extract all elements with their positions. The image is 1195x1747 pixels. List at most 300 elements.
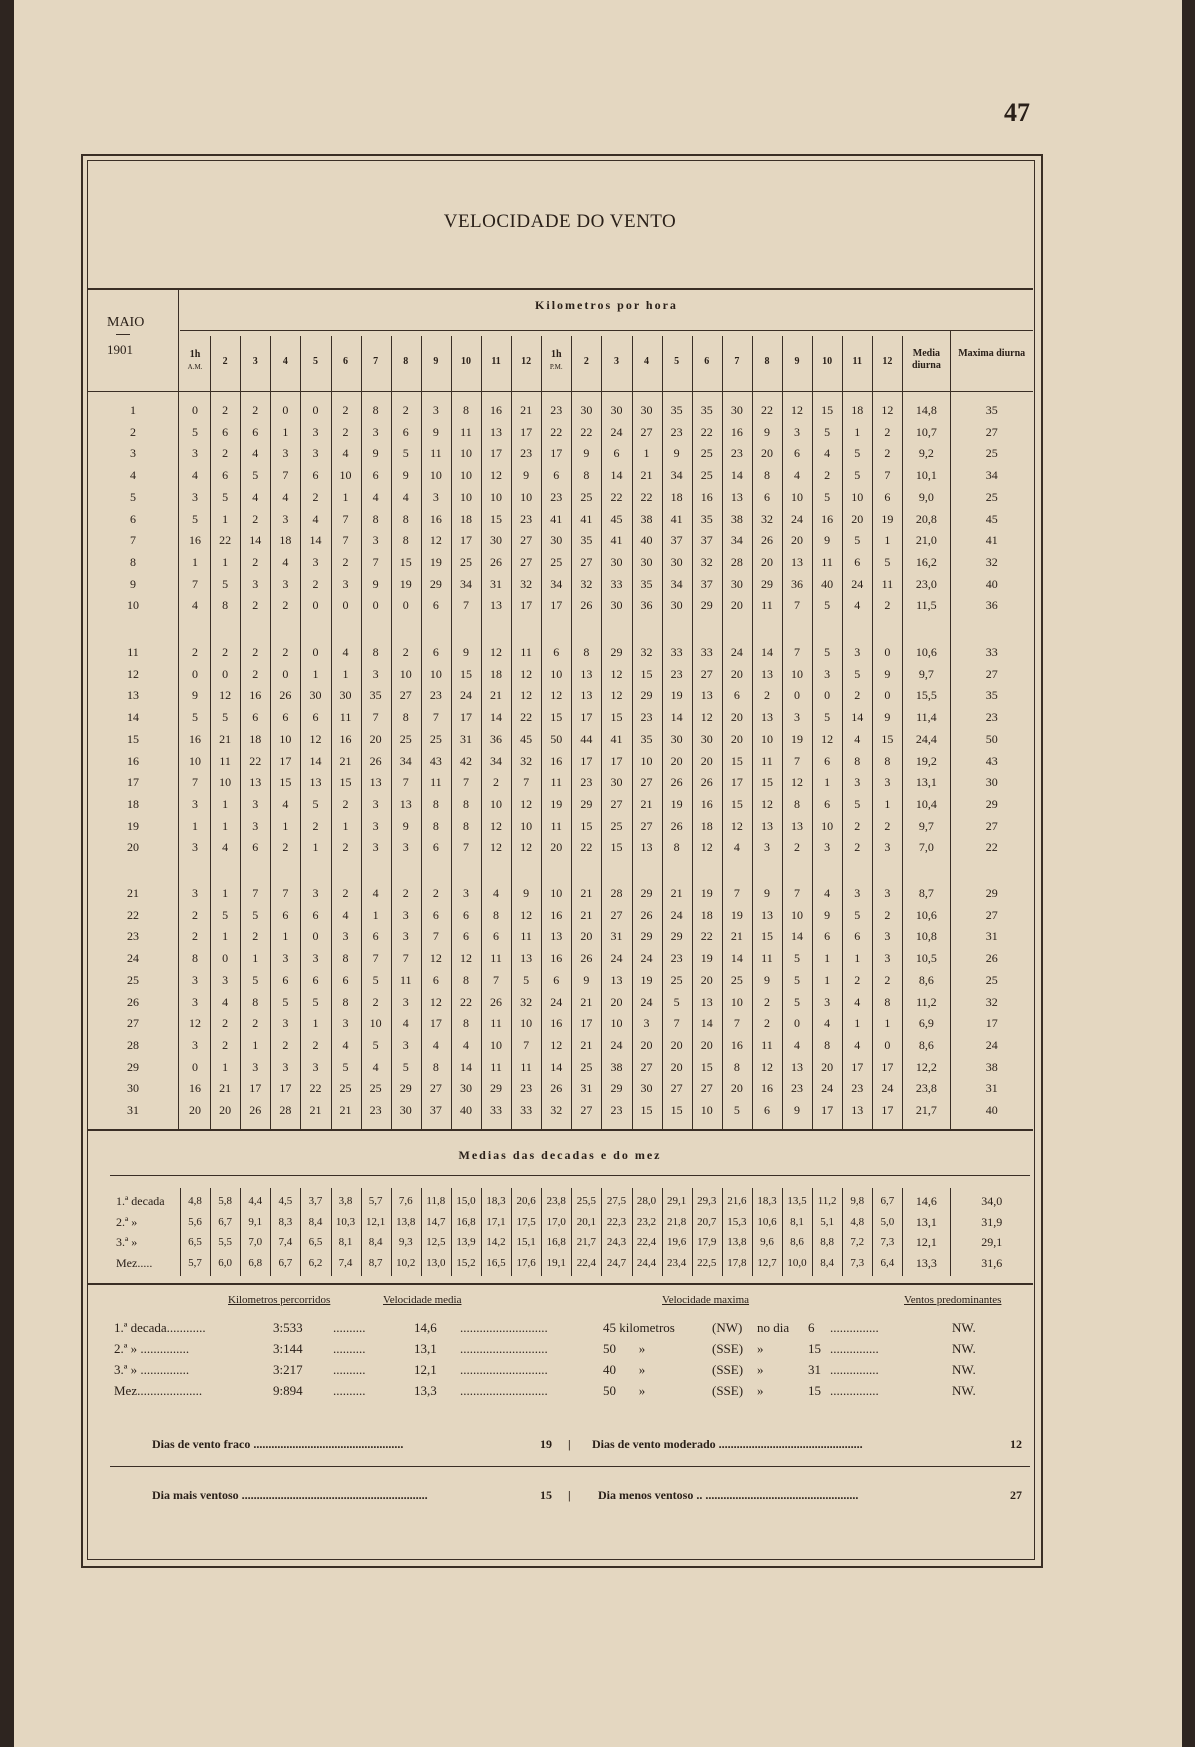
media-cell: 23,8 xyxy=(915,1081,937,1096)
table-cell: 24 xyxy=(610,1037,623,1052)
table-cell: 4 xyxy=(192,468,199,483)
table-cell: 26 xyxy=(490,554,503,569)
table-cell: 1 xyxy=(342,489,349,504)
table-cell: 4 xyxy=(733,840,740,855)
table-cell: 29 xyxy=(610,1081,623,1096)
table-cell: 29,1 xyxy=(667,1195,687,1207)
hour-header xyxy=(601,356,631,368)
table-cell: 7 xyxy=(432,710,439,725)
summary-vento: NW. xyxy=(952,1341,976,1356)
table-cell: 25 xyxy=(399,731,412,746)
table-cell: 17 xyxy=(459,533,472,548)
table-cell: 7 xyxy=(342,511,349,526)
table-cell: 16 xyxy=(760,1081,773,1096)
table-cell: 42 xyxy=(459,753,472,768)
hour-header xyxy=(270,356,300,368)
table-cell: 13,9 xyxy=(456,1236,476,1248)
table-cell: 7 xyxy=(523,1037,530,1052)
table-cell: 10 xyxy=(550,886,563,900)
table-cell: 2 xyxy=(222,446,229,461)
table-cell: 10,6 xyxy=(757,1215,777,1228)
moderado-label: Dias de vento moderado ................................................ xyxy=(592,1437,863,1451)
hour-label: 9 xyxy=(794,356,800,367)
means-row-label: 3.ª » xyxy=(116,1235,138,1249)
table-cell: 37 xyxy=(700,576,713,591)
table-cell: 20 xyxy=(730,710,743,725)
table-cell: 2 xyxy=(854,972,861,987)
table-cell: 17 xyxy=(520,598,533,613)
maxima-cell: 32 xyxy=(985,554,998,569)
table-cell: 6 xyxy=(372,929,379,944)
table-cell: 3 xyxy=(884,886,891,900)
day-label: 26 xyxy=(127,994,139,1009)
table-cell: 22 xyxy=(249,753,262,768)
table-cell: 37 xyxy=(670,533,683,548)
table-cell: 0 xyxy=(222,666,229,681)
table-cell: 6 xyxy=(553,468,560,483)
table-cell: 16 xyxy=(821,511,834,526)
table-cell: 12,5 xyxy=(426,1236,446,1248)
table-cell: 0 xyxy=(192,666,199,681)
table-cell: 12 xyxy=(550,1037,563,1052)
table-cell: 6 xyxy=(884,489,891,504)
table-cell: 2 xyxy=(252,554,259,569)
table-cell: 22,3 xyxy=(606,1215,627,1228)
table-cell: 12 xyxy=(791,403,804,417)
table-cell: 30 xyxy=(610,554,623,569)
hour-header xyxy=(361,356,391,368)
table-cell: 20 xyxy=(760,446,773,461)
media-cell: 10,7 xyxy=(915,424,937,439)
table-cell: 11 xyxy=(399,972,412,987)
table-cell: 24 xyxy=(610,951,623,966)
day-label: 3 xyxy=(130,446,136,461)
table-cell: 14 xyxy=(309,753,322,768)
table-cell: 35 xyxy=(700,511,713,526)
media-cell: 21,7 xyxy=(915,1103,937,1117)
table-cell: 13 xyxy=(580,666,593,681)
day-label: 20 xyxy=(127,840,139,855)
divider xyxy=(110,1466,1030,1467)
table-cell: 21,6 xyxy=(727,1195,747,1207)
table-cell: 7 xyxy=(794,598,801,613)
table-cell: 19 xyxy=(730,907,743,922)
media-cell: 11,4 xyxy=(916,710,937,725)
table-cell: 29 xyxy=(610,645,623,659)
table-cell: 3 xyxy=(222,972,229,987)
table-cell: 40 xyxy=(821,576,834,591)
maxima-cell: 33 xyxy=(985,645,998,659)
table-cell: 0 xyxy=(192,1059,199,1074)
mais-label: Dia mais ventoso .............................................................. xyxy=(152,1488,428,1502)
table-cell: 2 xyxy=(312,818,319,833)
table-cell: 19 xyxy=(550,796,563,811)
table-cell: 8,6 xyxy=(790,1236,804,1248)
hour-header xyxy=(511,356,541,368)
table-cell: 7,3 xyxy=(850,1256,865,1269)
table-cell: 16 xyxy=(550,907,563,922)
hour-label: 1h xyxy=(550,349,562,360)
table-cell: 27 xyxy=(399,688,412,703)
table-cell: 15,2 xyxy=(456,1256,476,1269)
table-cell: 17 xyxy=(490,446,503,461)
maxima-cell: 27 xyxy=(985,424,998,439)
table-cell: 36 xyxy=(791,576,804,591)
dots: ........................... xyxy=(460,1362,548,1377)
table-cell: 20 xyxy=(580,929,593,944)
table-cell: 4 xyxy=(854,731,861,746)
table-cell: 3 xyxy=(282,1016,289,1031)
table-cell: 13 xyxy=(760,818,773,833)
table-cell: 10 xyxy=(399,666,412,681)
table-cell: 15 xyxy=(760,929,773,944)
table-cell: 24 xyxy=(851,576,864,591)
table-cell: 18 xyxy=(700,907,713,922)
table-cell: 1 xyxy=(643,446,650,461)
table-cell: 11 xyxy=(761,951,773,966)
table-cell: 3 xyxy=(192,994,199,1009)
table-cell: 3 xyxy=(824,840,831,855)
table-cell: 6 xyxy=(763,489,770,504)
day-label: 2 xyxy=(130,424,136,439)
table-cell: 28 xyxy=(610,886,623,900)
table-cell: 13,0 xyxy=(426,1256,446,1269)
table-cell: 2 xyxy=(342,840,349,855)
table-cell: 15 xyxy=(760,775,773,790)
table-cell: 2 xyxy=(402,403,409,417)
table-cell: 23 xyxy=(369,1103,382,1117)
table-cell: 2 xyxy=(402,886,409,900)
table-cell: 14 xyxy=(730,951,743,966)
table-cell: 1 xyxy=(222,929,229,944)
table-cell: 8 xyxy=(432,796,439,811)
hour-label: 4 xyxy=(644,356,650,367)
table-cell: 1 xyxy=(884,1016,891,1031)
table-cell: 0 xyxy=(402,598,409,613)
table-cell: 11 xyxy=(490,951,502,966)
media-cell: 10,4 xyxy=(915,796,937,811)
table-cell: 3 xyxy=(252,1059,259,1074)
table-cell: 14 xyxy=(309,533,322,548)
table-cell: 17 xyxy=(279,753,292,768)
table-cell: 30 xyxy=(399,1103,412,1117)
table-cell: 29 xyxy=(640,929,653,944)
table-cell: 29 xyxy=(580,796,593,811)
table-cell: 3 xyxy=(402,929,409,944)
table-cell: 8,3 xyxy=(278,1215,293,1228)
table-cell: 21 xyxy=(490,688,503,703)
table-cell: 11 xyxy=(550,818,563,833)
table-cell: 21 xyxy=(219,731,232,746)
media-cell: 13,1 xyxy=(915,775,937,790)
table-cell: 21 xyxy=(580,994,593,1009)
table-cell: 17 xyxy=(550,446,563,461)
table-cell: 23 xyxy=(429,688,442,703)
mais-value: 15 xyxy=(540,1488,552,1502)
table-cell: 5 xyxy=(854,468,861,483)
table-cell: 28 xyxy=(279,1103,292,1117)
summary-max: 50 » xyxy=(603,1341,646,1356)
table-cell: 6,7 xyxy=(278,1256,293,1269)
table-cell: 22 xyxy=(459,994,472,1009)
table-cell: 8 xyxy=(342,994,349,1009)
table-cell: 5 xyxy=(192,511,199,526)
table-cell: 9 xyxy=(763,886,770,900)
hour-sub: P.M. xyxy=(549,363,563,371)
maxima-header: Maxima diurna xyxy=(958,348,1026,359)
table-cell: 10 xyxy=(429,468,442,483)
table-cell: 18 xyxy=(851,403,864,417)
table-cell: 2 xyxy=(252,645,259,659)
table-cell: 9 xyxy=(673,446,680,461)
table-cell: 4,5 xyxy=(278,1195,293,1207)
table-cell: 10 xyxy=(550,666,563,681)
maxima-cell: 30 xyxy=(985,775,998,790)
table-cell: 7 xyxy=(794,645,801,659)
table-cell: 6 xyxy=(312,710,319,725)
table-cell: 15 xyxy=(881,731,894,746)
table-cell: 20 xyxy=(730,731,743,746)
table-cell: 30 xyxy=(730,403,743,417)
table-cell: 12 xyxy=(490,840,503,855)
table-cell: 19,6 xyxy=(667,1236,687,1248)
table-cell: 4 xyxy=(342,645,349,659)
table-cell: 1 xyxy=(222,796,229,811)
separator: | xyxy=(568,1488,571,1502)
table-cell: 1 xyxy=(282,424,289,439)
table-cell: 35 xyxy=(670,403,683,417)
table-cell: 5 xyxy=(824,645,831,659)
table-cell: 23 xyxy=(670,424,683,439)
table-cell: 12 xyxy=(730,818,743,833)
table-cell: 30 xyxy=(459,1081,472,1096)
table-cell: 16 xyxy=(189,1081,202,1096)
table-cell: 7 xyxy=(794,753,801,768)
maxima-cell: 29,1 xyxy=(981,1235,1003,1249)
table-cell: 1 xyxy=(312,1016,319,1031)
table-cell: 5 xyxy=(794,972,801,987)
table-cell: 0 xyxy=(372,598,379,613)
table-cell: 11 xyxy=(881,576,894,591)
table-cell: 5 xyxy=(402,1059,409,1074)
table-cell: 7 xyxy=(372,951,379,966)
table-cell: 12,7 xyxy=(757,1256,777,1269)
table-cell: 12 xyxy=(490,645,503,659)
day-label: 4 xyxy=(130,468,136,483)
table-cell: 28 xyxy=(730,554,743,569)
table-cell: 8 xyxy=(372,403,379,417)
hour-label: 10 xyxy=(822,356,833,367)
table-cell: 3 xyxy=(402,907,409,922)
table-cell: 23 xyxy=(580,775,593,790)
table-cell: 0 xyxy=(222,951,229,966)
table-cell: 6 xyxy=(282,710,289,725)
means-row-label: 1.ª decada xyxy=(116,1194,165,1208)
table-cell: 17 xyxy=(550,598,563,613)
table-cell: 10 xyxy=(189,753,202,768)
table-cell: 12 xyxy=(309,731,322,746)
table-cell: 8 xyxy=(372,511,379,526)
table-cell: 7 xyxy=(192,576,199,591)
table-cell: 23 xyxy=(550,403,563,417)
table-cell: 5 xyxy=(673,994,680,1009)
table-cell: 8 xyxy=(432,818,439,833)
media-cell: 11,5 xyxy=(916,598,937,613)
table-cell: 13 xyxy=(399,796,412,811)
table-cell: 2 xyxy=(884,972,891,987)
table-cell: 19 xyxy=(670,796,683,811)
table-cell: 19 xyxy=(429,554,442,569)
table-cell: 6 xyxy=(432,840,439,855)
table-cell: 26 xyxy=(640,907,653,922)
table-cell: 33 xyxy=(670,645,683,659)
table-cell: 24 xyxy=(459,688,472,703)
table-cell: 8 xyxy=(432,1059,439,1074)
table-cell: 27 xyxy=(520,533,533,548)
day-label: 15 xyxy=(127,731,139,746)
day-label: 27 xyxy=(127,1016,139,1031)
table-cell: 21 xyxy=(219,1081,232,1096)
table-cell: 6 xyxy=(402,424,409,439)
maxima-cell: 27 xyxy=(985,666,998,681)
table-cell: 4 xyxy=(402,489,409,504)
table-cell: 27 xyxy=(700,1081,713,1096)
table-cell: 8 xyxy=(192,951,199,966)
table-cell: 10 xyxy=(791,489,804,504)
table-cell: 1 xyxy=(372,907,379,922)
table-cell: 23 xyxy=(851,1081,864,1096)
table-cell: 4 xyxy=(342,446,349,461)
hour-label: 12 xyxy=(882,356,893,367)
table-cell: 19 xyxy=(700,886,713,900)
table-cell: 10 xyxy=(610,1016,623,1031)
table-cell: 2 xyxy=(192,929,199,944)
table-cell: 9 xyxy=(402,818,409,833)
table-cell: 7,0 xyxy=(248,1236,263,1248)
table-cell: 32 xyxy=(520,753,533,768)
table-cell: 9,6 xyxy=(760,1236,774,1248)
table-cell: 25 xyxy=(459,554,472,569)
table-cell: 21 xyxy=(520,403,533,417)
table-cell: 5 xyxy=(222,489,229,504)
table-cell: 10,0 xyxy=(787,1256,807,1269)
table-cell: 20,1 xyxy=(576,1215,596,1228)
table-cell: 5 xyxy=(252,468,259,483)
table-cell: 27 xyxy=(640,818,653,833)
maxima-cell: 32 xyxy=(985,994,998,1009)
table-cell: 1 xyxy=(342,818,349,833)
maxima-cell: 40 xyxy=(985,576,998,591)
table-cell: 3 xyxy=(282,446,289,461)
table-cell: 13,8 xyxy=(396,1215,416,1228)
table-cell: 2 xyxy=(763,994,770,1009)
table-cell: 17 xyxy=(730,775,743,790)
fraco-value: 19 xyxy=(540,1437,552,1451)
table-cell: 2 xyxy=(222,1037,229,1052)
table-cell: 30 xyxy=(610,598,623,613)
hour-label: 2 xyxy=(583,356,589,367)
table-cell: 13 xyxy=(520,951,533,966)
table-cell: 13 xyxy=(369,775,382,790)
table-cell: 12 xyxy=(520,688,533,703)
table-cell: 3 xyxy=(372,796,379,811)
table-cell: 29 xyxy=(760,576,773,591)
table-cell: 15 xyxy=(730,796,743,811)
maxima-cell: 29 xyxy=(985,886,998,900)
table-cell: 0 xyxy=(794,1016,801,1031)
table-cell: 20 xyxy=(700,972,713,987)
table-cell: 6 xyxy=(282,972,289,987)
media-cell: 11,2 xyxy=(916,994,937,1009)
table-cell: 12 xyxy=(550,688,563,703)
table-cell: 21 xyxy=(580,1037,593,1052)
table-cell: 7 xyxy=(432,929,439,944)
table-cell: 10 xyxy=(279,731,292,746)
table-cell: 17,9 xyxy=(697,1236,717,1248)
table-cell: 3 xyxy=(342,576,349,591)
table-cell: 12 xyxy=(881,403,894,417)
maxima-cell: 22 xyxy=(985,840,998,855)
table-cell: 4 xyxy=(282,554,289,569)
table-cell: 2 xyxy=(312,576,319,591)
table-cell: 27 xyxy=(580,1103,593,1117)
table-cell: 9,8 xyxy=(850,1195,865,1207)
maxima-cell: 25 xyxy=(985,489,998,504)
table-cell: 2 xyxy=(282,1037,289,1052)
table-cell: 2 xyxy=(342,886,349,900)
table-cell: 27 xyxy=(670,1081,683,1096)
summary-media: 14,6 xyxy=(414,1320,437,1335)
moderado-value: 12 xyxy=(1010,1437,1022,1451)
table-cell: 21 xyxy=(730,929,743,944)
table-cell: 26 xyxy=(550,1081,563,1096)
day-label: 5 xyxy=(130,489,136,504)
table-cell: 6 xyxy=(824,929,831,944)
table-cell: 24,7 xyxy=(606,1256,627,1269)
table-cell: 18 xyxy=(249,731,262,746)
table-cell: 3 xyxy=(192,972,199,987)
table-cell: 7 xyxy=(523,775,530,790)
table-cell: 29 xyxy=(640,688,653,703)
summary-max: 40 » xyxy=(603,1362,646,1377)
summary-dia-label: » xyxy=(757,1383,764,1398)
table-cell: 4 xyxy=(282,796,289,811)
table-cell: 20 xyxy=(219,1103,232,1117)
media-cell: 8,6 xyxy=(918,1037,934,1052)
table-cell: 21 xyxy=(339,1103,352,1117)
table-cell: 12 xyxy=(219,688,232,703)
table-cell: 26 xyxy=(279,688,292,703)
hour-label: 8 xyxy=(764,356,770,367)
table-cell: 4 xyxy=(222,994,229,1009)
table-cell: 12 xyxy=(520,907,533,922)
table-cell: 20 xyxy=(730,598,743,613)
table-cell: 25 xyxy=(700,468,713,483)
table-cell: 14 xyxy=(730,468,743,483)
table-cell: 38 xyxy=(610,1059,623,1074)
table-cell: 22 xyxy=(309,1081,322,1096)
day-label: 8 xyxy=(130,554,136,569)
table-cell: 2 xyxy=(884,598,891,613)
maxima-cell: 34,0 xyxy=(981,1194,1003,1208)
table-cell: 15 xyxy=(700,1059,713,1074)
table-cell: 3 xyxy=(192,446,199,461)
table-cell: 12,1 xyxy=(366,1215,386,1228)
table-cell: 10 xyxy=(851,489,864,504)
hour-label: 11 xyxy=(852,356,862,367)
table-cell: 13 xyxy=(490,598,503,613)
summary-dia-label: » xyxy=(757,1362,764,1377)
